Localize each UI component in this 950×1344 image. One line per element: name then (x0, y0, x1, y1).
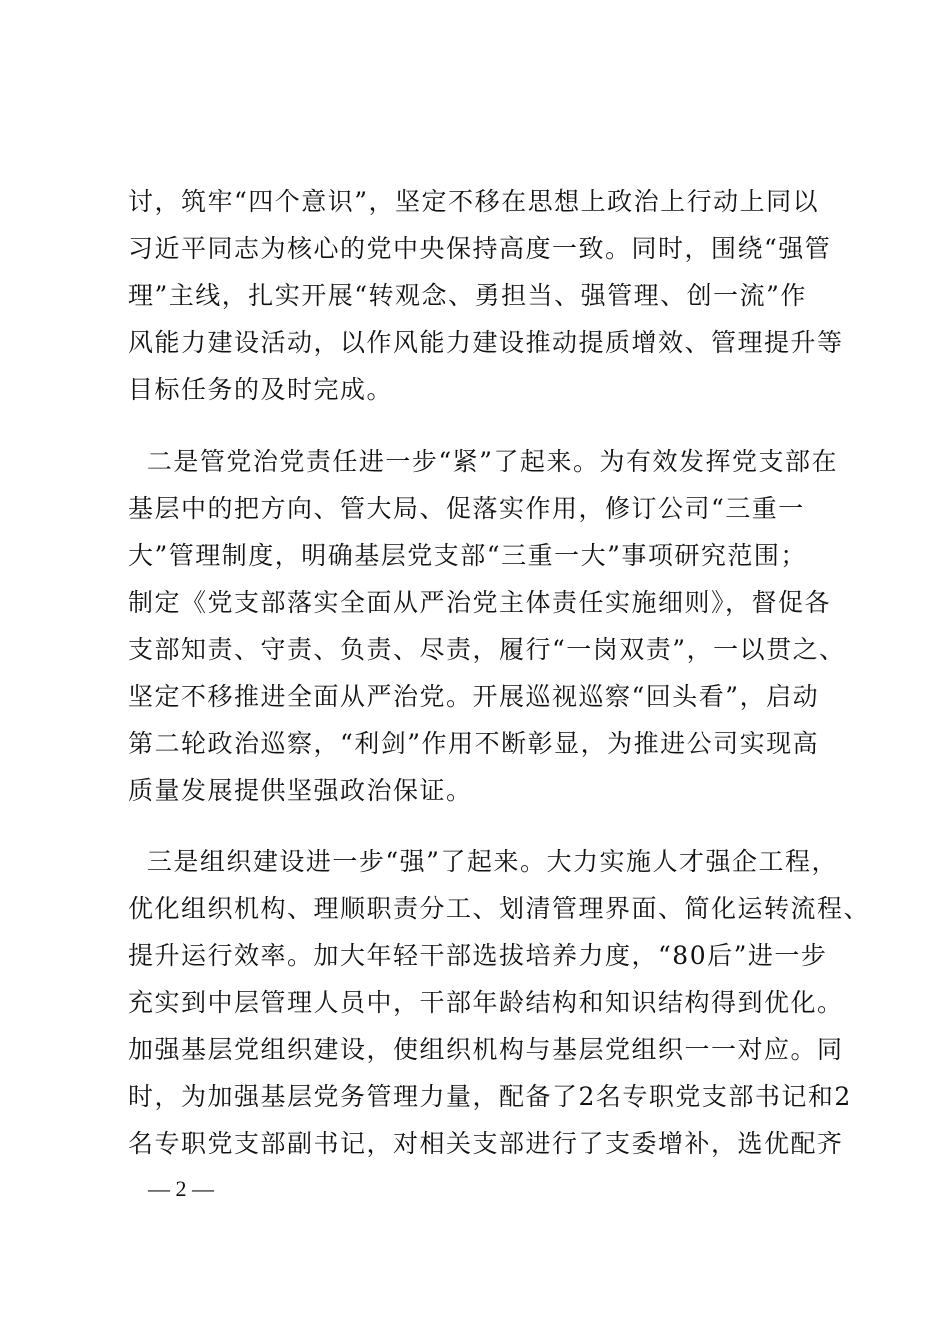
text-line: 质量发展提供坚强政治保证。 (128, 776, 473, 805)
text-line: 目标任务的及时完成。 (128, 375, 394, 404)
text-line: 三是组织建设进一步“强”了起来。大力实施人才强企工程， (128, 847, 838, 876)
text-line: 坚定不移推进全面从严治党。开展巡视巡察“回头看”，启动 (128, 682, 820, 711)
text-line: 优化组织机构、理顺职责分工、划清管理界面、简化运转流程、 (128, 894, 871, 923)
text-line: 理”主线，扎实开展“转观念、勇担当、强管理、创一流”作 (128, 281, 807, 310)
paragraph-organization-building (128, 838, 871, 1167)
text-line: 制定《党支部落实全面从严治党主体责任实施细则》，督促各 (128, 588, 832, 617)
text-line: 支部知责、守责、负责、尽责，履行“一岗双责”，一以贯之、 (128, 635, 846, 664)
text-line: 提升运行效率。加大年轻干部选拔培养力度，“80后”进一步 (128, 941, 828, 970)
page-number: — 2 — (148, 1176, 214, 1201)
text-line: 风能力建设活动，以作风能力建设推动提质增效、管理提升等 (128, 328, 844, 357)
paragraph-continuation (128, 178, 848, 413)
text-line: 充实到中层管理人员中，干部年龄结构和知识结构得到优化。 (128, 988, 844, 1017)
paragraph-party-governance (128, 438, 848, 814)
text-line: 基层中的把方向、管大局、促落实作用，修订公司“三重一 (128, 494, 805, 523)
text-line: 时，为加强基层党务管理力量，配备了2名专职党支部书记和2 (128, 1082, 852, 1111)
text-line: 二是管党治党责任进一步“紧”了起来。为有效发挥党支部在 (128, 447, 838, 476)
text-line: 习近平同志为核心的党中央保持高度一致。同时，围绕“强管 (128, 234, 832, 263)
text-line: 第二轮政治巡察，“利剑”作用不断彰显，为推进公司实现高 (128, 729, 820, 758)
text-line: 加强基层党组织建设，使组织机构与基层党组织一一对应。同 (128, 1035, 844, 1064)
text-line: 讨，筑牢“四个意识”，坚定不移在思想上政治上行动上同以 (128, 187, 820, 216)
text-line: 名专职党支部副书记，对相关支部进行了支委增补，选优配齐 (128, 1129, 844, 1158)
text-line: 大”管理制度，明确基层党支部“三重一大”事项研究范围； (128, 541, 807, 570)
